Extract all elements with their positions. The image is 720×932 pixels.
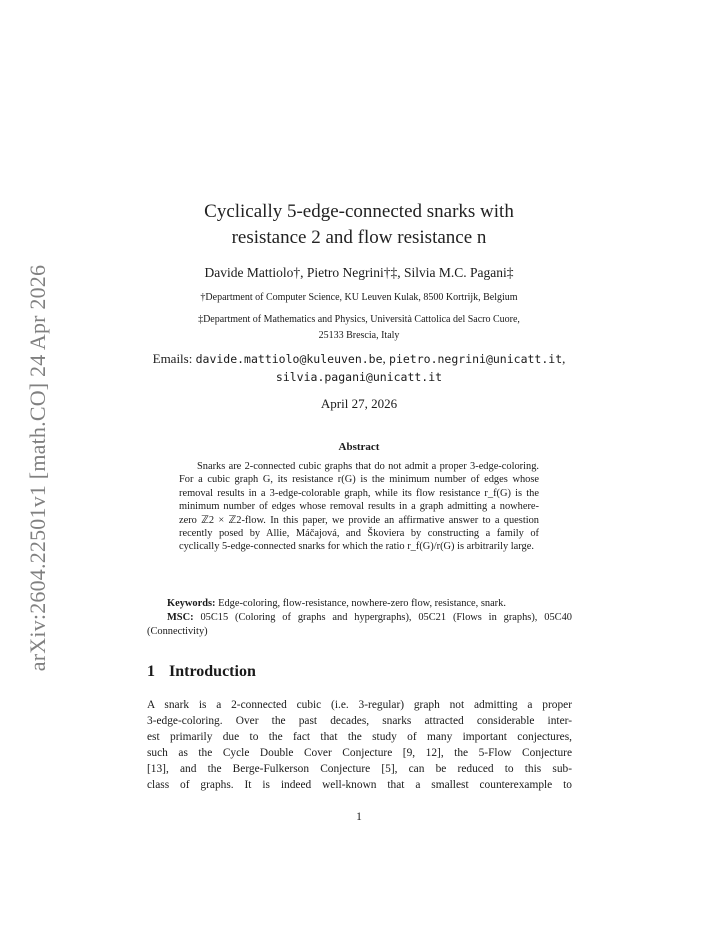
- intro-line-3: est primarily due to the fact that the study of many important conjectures,: [147, 731, 572, 743]
- affiliation-2: ‡Department of Mathematics and Physics, Università Cattolica del Sacro Cuore,: [198, 314, 520, 325]
- abstract-heading: Abstract: [338, 441, 380, 453]
- email-pagani-link[interactable]: silvia.pagani@unicatt.it: [275, 370, 443, 384]
- emails-block: Emails: davide.mattiolo@kuleuven.be, pietro.negrini@unicatt.it, silvia.pagani@unicatt.it: [152, 351, 566, 384]
- paper-date: April 27, 2026: [320, 396, 398, 411]
- intro-line-4: such as the Cycle Double Cover Conjecture [9, 12], the 5-Flow Conjecture: [147, 747, 572, 759]
- arxiv-identifier-stamp[interactable]: arXiv:2604.22501v1 [math.CO] 24 Apr 2026: [25, 264, 50, 672]
- affiliation-2-city: 25133 Brescia, Italy: [318, 330, 400, 341]
- title-line-1: Cyclically 5-edge-connected snarks with: [204, 201, 514, 222]
- section-number: 1: [147, 663, 155, 680]
- intro-line-5: [13], and the Berge-Fulkerson Conjecture [5], can be reduced to this sub-: [147, 763, 572, 775]
- keywords-text: Edge-coloring, flow-resistance, nowhere-zero flow, resistance, snark.: [218, 598, 506, 609]
- paper-title: [0, 199, 718, 251]
- abstract-text: Snarks are 2-connected cubic graphs that do not admit a proper 3-edge-coloring. For a cubic graph G, its resistance r(G) is the minimum number of edges whose removal results in a 3-edge-colorable graph, while its flow resistance r_f(G) is the minimum number of edges whose removal results in a graph admitting a nowhere-zero ℤ2 × ℤ2-flow. In this paper, we provide an affirmative answer to a question recently posed by Allie, Máčajová, and Škoviera by constructing a family of cyclically 5-edge-connected snarks for which the ratio r_f(G)/r(G) is arbitrarily large.: [179, 461, 539, 553]
- keywords-line: [147, 597, 572, 611]
- affiliation-1: †Department of Computer Science, KU Leuven Kulak, 8500 Kortrijk, Belgium: [200, 292, 518, 303]
- email-negrini-link[interactable]: pietro.negrini@unicatt.it: [389, 352, 563, 366]
- author-list: Davide Mattiolo†, Pietro Negrini†‡, Silvia M.C. Pagani‡: [204, 265, 514, 280]
- email-mattiolo-link[interactable]: davide.mattiolo@kuleuven.be: [195, 352, 383, 366]
- title-line-2: [0, 225, 718, 251]
- intro-line-2: 3-edge-coloring. Over the past decades, snarks attracted considerable inter-: [147, 715, 572, 727]
- title-line-2-text: resistance 2 and flow resistance n: [231, 227, 487, 248]
- msc-text: 05C15 (Coloring of graphs and hypergraphs), 05C21 (Flows in graphs), 05C40 (Connectivity): [147, 612, 572, 637]
- msc-line: [147, 611, 572, 639]
- page-number: 1: [356, 811, 362, 823]
- intro-line-1: A snark is a 2-connected cubic (i.e. 3-regular) graph not admitting a proper: [147, 699, 572, 711]
- introduction-paragraph: [147, 697, 572, 793]
- emails-label: Emails:: [152, 351, 193, 366]
- intro-line-6: class of graphs. It is indeed well-known that a smallest counterexample to: [147, 779, 572, 791]
- section-title: Introduction: [169, 663, 256, 680]
- keywords-label: Keywords:: [167, 598, 216, 609]
- msc-label: MSC:: [167, 612, 194, 623]
- section-heading-introduction: [147, 663, 256, 681]
